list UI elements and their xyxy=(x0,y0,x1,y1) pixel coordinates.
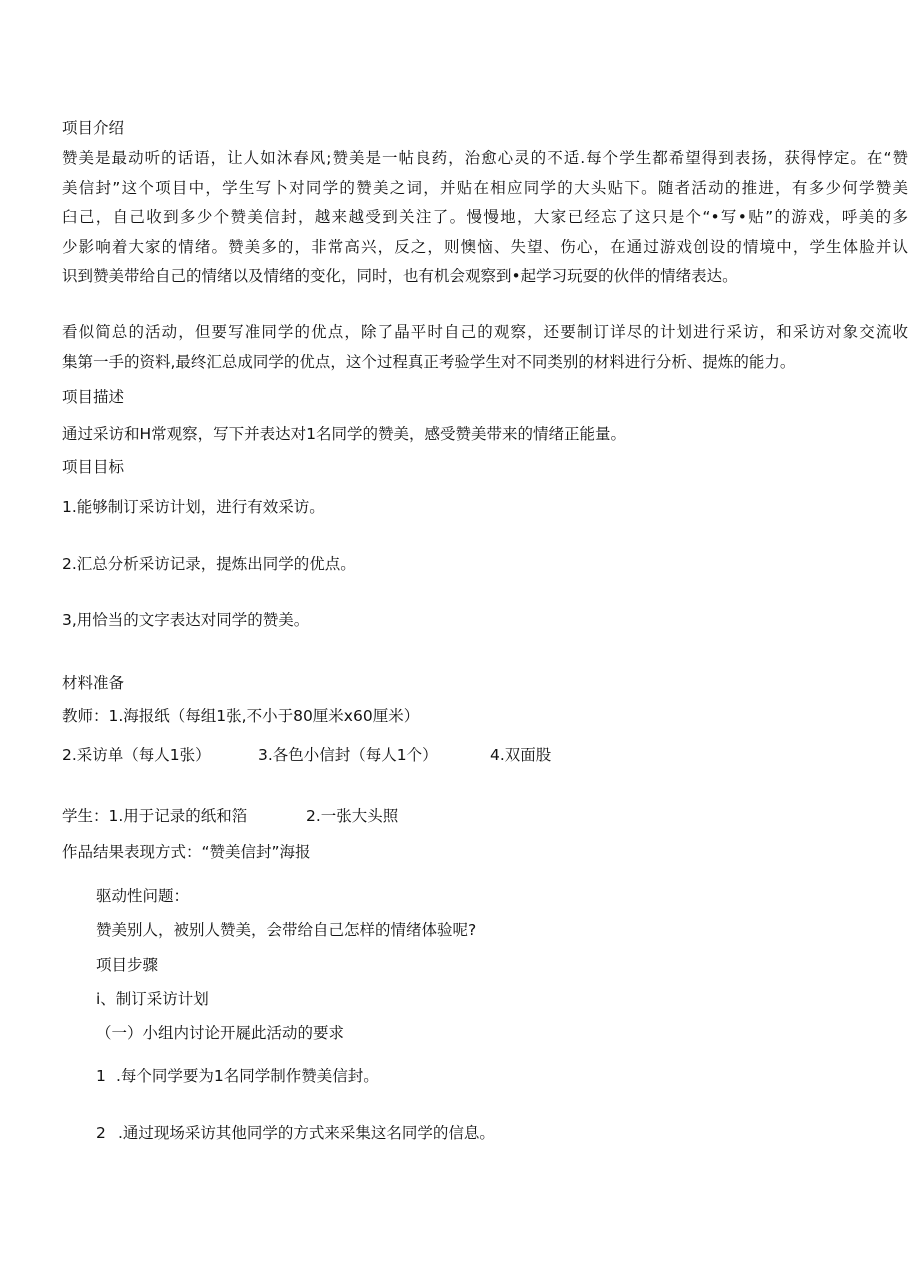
requirement-2-text: .通过现场采访其他同学的方式来采集这名同学的信息。 xyxy=(118,1124,495,1142)
requirement-1-text: .每个同学要为1名同学制作赞美信封。 xyxy=(116,1067,379,1085)
goal-item-3: 3,用恰当的文字表达对同学的赞美。 xyxy=(62,611,310,629)
section-heading-steps: 项目步骤 xyxy=(96,956,159,974)
description-text: 通过采访和H常观察，写下并表达对1名同学的赞美，感受赞美带来的情绪正能量。 xyxy=(62,425,627,443)
intro-paragraph-2 xyxy=(62,318,908,377)
goal-item-1: 1.能够制订采访计划，进行有效采访。 xyxy=(62,498,325,516)
intro-p2-line-1: 看似简总的活动，但要写准同学的优点，除了晶平时自己的观察，还要制订详尽的计划进行采访，和采访对象交流收 xyxy=(62,323,908,341)
intro-paragraph-1 xyxy=(62,144,908,292)
requirement-2-number: 2 xyxy=(96,1124,106,1142)
section-heading-materials: 材料准备 xyxy=(62,674,125,692)
intro-p1-line-2: 美信封”这个项目中，学生写卜对同学的赞美之词，并贴在相应同学的大头贴下。随者活动的推进，有多少何学赞美 xyxy=(62,178,908,197)
student-material-2: 2.一张大头照 xyxy=(306,807,399,825)
intro-p1-line-1: 赞美是最动听的话语，让人如沐春风;赞美是一帖良药，治愈心灵的不适.每个学生都希望得到表扬，获得悖定。在“赞 xyxy=(62,149,908,167)
section-heading-intro: 项目介绍 xyxy=(62,119,125,137)
intro-p1-line-5: 识到赞美带给自己的情绪以及情绪的变化，同时，也有机会观察到•起学习玩耍的伙伴的情绪表达。 xyxy=(62,267,738,285)
intro-p1-line-4: 少影响着大家的情绪。赞美多的，非常高兴，反之，则懊恼、失望、伤心，在通过游戏创设的情境中，学生体脸并认 xyxy=(62,237,908,256)
driving-question-text: 赞美别人，被别人赞美，会带给自己怎样的情绪体验呢? xyxy=(96,921,477,939)
result-format-line: 作品结果表现方式：“赞美信封”海报 xyxy=(62,843,311,861)
requirement-1-number: 1 xyxy=(96,1067,106,1085)
teacher-material-4: 4.双面股 xyxy=(490,746,552,764)
student-material-1: 学生：1.用于记录的纸和箔 xyxy=(62,807,248,825)
teacher-material-3: 3.各色小信封（每人1个） xyxy=(258,746,438,764)
driving-question-label: 驱动性问题： xyxy=(96,887,190,905)
intro-p2-line-2: 集第一手的资料,最终汇总成同学的优点，这个过程真正考验学生对不同类别的材料进行分析、提炼的能力。 xyxy=(62,352,796,371)
step-1-title: i、制订采访计划 xyxy=(96,990,209,1008)
intro-p1-line-3: 臼己，自己收到多少个赞美信封，越来越受到关注了。慢慢地，大家已经忘了这只是个“•写•贴”的游戏，呼美的多 xyxy=(62,208,908,226)
teacher-materials-line: 教师：1.海报纸（每组1张,不小于80厘米x60厘米） xyxy=(62,707,420,725)
section-heading-description: 项目描述 xyxy=(62,388,125,406)
step-1-sub-1: （一）小组内讨论开屣此活动的要求 xyxy=(96,1024,345,1042)
goal-item-2: 2.汇总分析采访记录，提炼出同学的优点。 xyxy=(62,555,356,573)
section-heading-goals: 项目目标 xyxy=(62,458,125,476)
teacher-material-2: 2.采访单（每人1张） xyxy=(62,746,211,764)
